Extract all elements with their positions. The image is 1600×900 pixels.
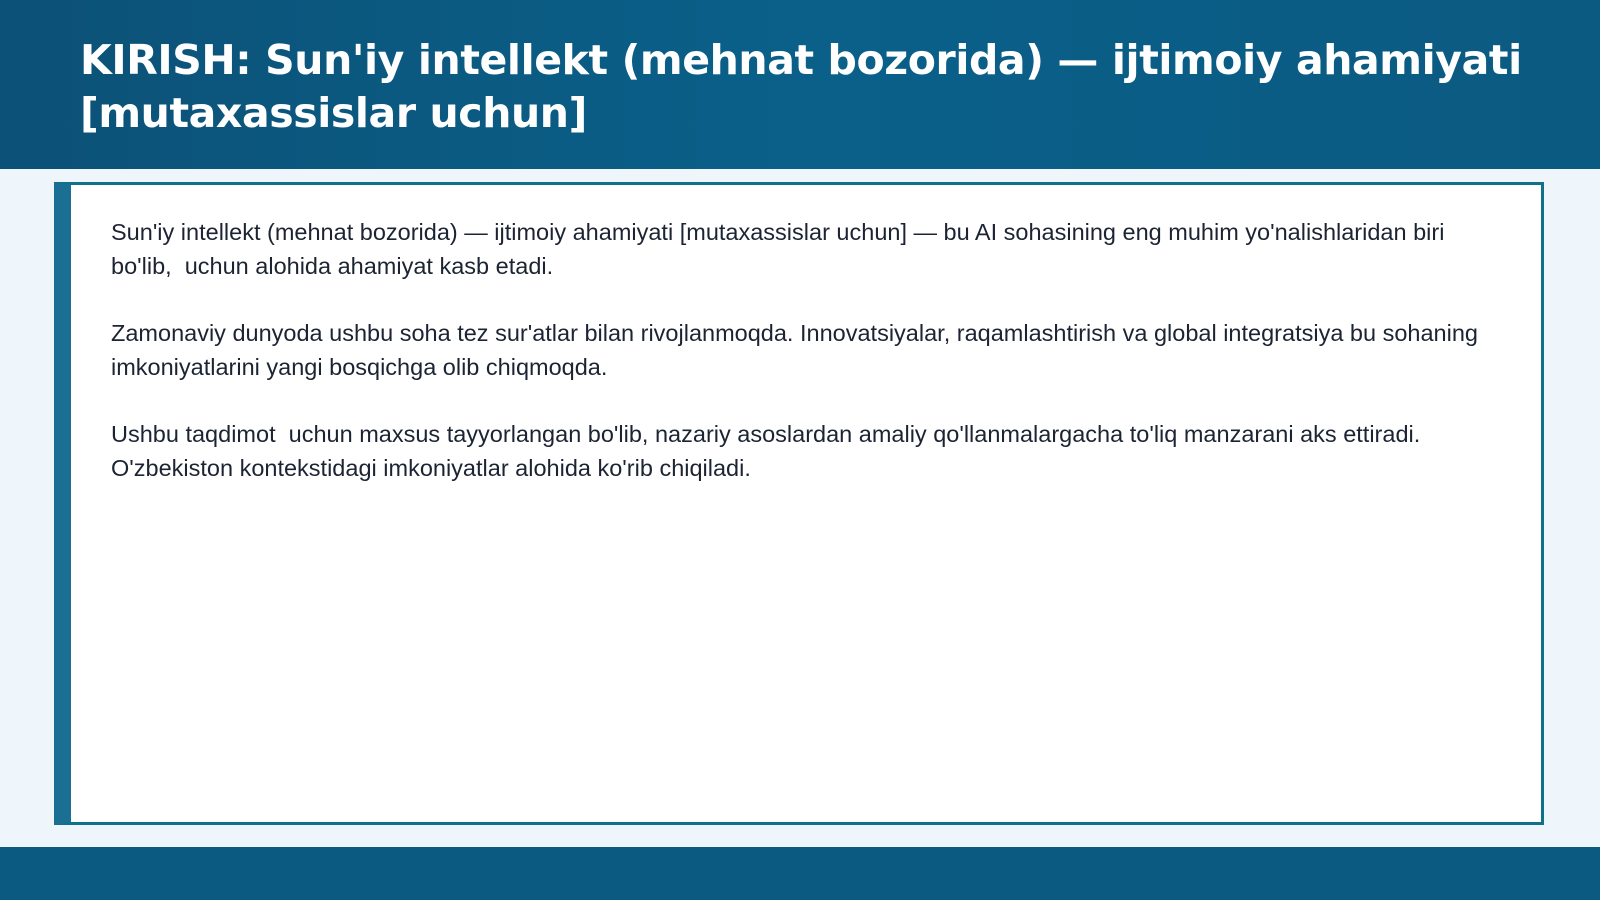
paragraph-intro: Sun'iy intellekt (mehnat bozorida) — ijtimoiy ahamiyati [mutaxassislar uchun] — bu AI sohasining eng muhim yo'nalishlaridan biri bo'lib, uchun alohida ahamiyat kasb etadi. xyxy=(111,219,1451,279)
slide-footer xyxy=(0,847,1600,900)
slide-header xyxy=(0,0,1600,169)
paragraph-modern-world: Zamonaviy dunyoda ushbu soha tez sur'atlar bilan rivojlanmoqda. Innovatsiyalar, raqamlashtirish va global integratsiya bu sohaning imkoniyatlarini yangi bosqichga olib chiqmoqda. xyxy=(111,320,1485,380)
slide-title: KIRISH: Sun'iy intellekt (mehnat bozorida) — ijtimoiy ahamiyati [mutaxassislar uchun] xyxy=(80,36,1522,137)
content-body xyxy=(111,215,1511,518)
paragraph-presentation-scope: Ushbu taqdimot uchun maxsus tayyorlangan bo'lib, nazariy asoslardan amaliy qo'llanmalargacha to'liq manzarani aks ettiradi. O'zbekiston kontekstidagi imkoniyatlar alohida ko'rib chiqiladi. xyxy=(111,421,1427,481)
content-card xyxy=(54,182,1544,825)
